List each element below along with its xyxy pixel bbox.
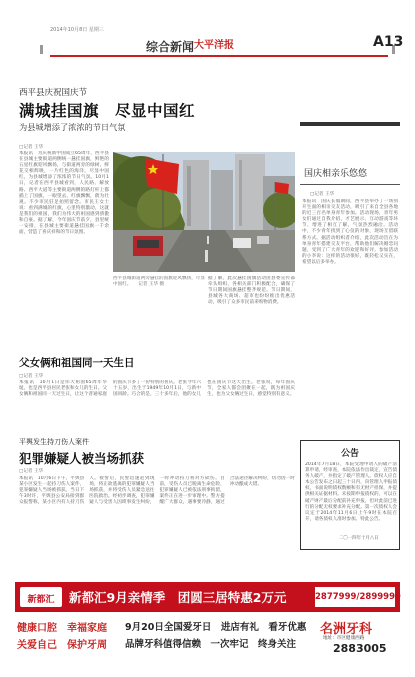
father-daughter-article bbox=[15, 342, 295, 430]
ad-phone-box bbox=[315, 587, 401, 607]
dental-phone: 2883005 bbox=[333, 642, 387, 655]
story2-body: 本报讯 10月1日是伟大祖国65周年华诞，也是西平县居民老张和女儿的生日。父女俩和祖国同一天过生日，让这个普通家庭的国庆节多了一份特别的喜庆。老张今年六十五岁，出生于1949年10月1日，与新中国同龄。巧合的是，三十多年后，他的女儿也在国庆节这天出生。老张说，每年国庆节，全家人都会团聚在一起，既为祖国庆生，也为父女俩过生日，感觉特别有意义。 bbox=[19, 380, 295, 398]
dental-brand-name: 名洲牙科 bbox=[320, 622, 373, 637]
real-estate-ad-banner[interactable] bbox=[15, 582, 400, 612]
photo-caption: 西平县城街道两旁悬挂的国旗迎风飘扬，尽显中国红。 记者 王华 摄 bbox=[113, 276, 205, 288]
dental-address: 地址：市区健康西路 bbox=[323, 636, 365, 641]
page-header bbox=[0, 0, 415, 66]
feature-body-continued: 据了解，此次悬挂国旗活动由县委宣传部牵头组织，各相关部门积极配合，确保了节日期间国旗悬挂整齐规范。节日期间，县城各大商场、超市也纷纷推出优惠活动，吸引了众多市民前来购物消费。 bbox=[208, 276, 295, 306]
feature-photo bbox=[113, 152, 295, 272]
notice-body: 2014年7月18日，本院受理申请人的破产清算申请，经审查，本院依法作出裁定，宣告债务人破产，并指定了破产管理人。债权人应自本公告发布之日起三十日内，向管理人申报债权，书面说明债权数额和有无财产担保，并提供相关证据材料。未按期申报债权的，可以在破产财产最后分配前补充申报，但对此前已进行的分配无权要求补充分配。第一次债权人会议定于2014年11月6日上午9时在本院召开，请各债权人准时参加。特此公告。 bbox=[305, 462, 397, 522]
section-title: 综合新闻 bbox=[146, 40, 195, 54]
story3-kicker: 平舆发生持刀伤人案件 bbox=[19, 438, 89, 446]
registration-tick-left bbox=[40, 45, 43, 54]
notice-signature-date: 二〇一四年十月八日 bbox=[339, 536, 379, 541]
feature-byline: □记者 王华 bbox=[19, 145, 44, 150]
newspaper-logo: 大平洋报 bbox=[194, 40, 234, 51]
feature-kicker: 西平县庆祝国庆节 bbox=[19, 88, 88, 98]
right-column-article bbox=[300, 108, 400, 434]
right-column-body: 本报讯 国庆长假期间，西平县举办了一场别开生面的相亲交友活动，吸引了来自全县各地的近三百名单身青年参加。活动现场，青年男女们通过自我介绍、才艺展示、互动游戏等环节，增进了相互了解，气氛热烈融洽。活动中，不少青年找到了心仪的对象，现场互留联系方式。据活动组织者介绍，此次活动旨在为单身青年搭建交友平台，帮助他们解决婚恋问题，受到了广大青年的欢迎和好评。参加活动的小李说：这样的活动很好，既轻松又实在，希望以后多举办。 bbox=[302, 199, 398, 265]
right-column-byline: □记者 王华 bbox=[310, 192, 335, 197]
feature-article bbox=[15, 82, 295, 340]
story3-body: 本报讯 10月6日下午，平舆县某小区发生一起持刀伤人案件，犯罪嫌疑人当场被抓获。当日下午3时许，平舆县公安局接到群众报警称，某小区内有人持刀伤人。接警后，民警迅速赶到现场，将正欲逃离的犯罪嫌疑人当场抓获，并将受伤人员紧急送往医院救治。经初步调查，犯罪嫌疑人与受害人因琐事发生纠纷，一时冲动持刀将对方砍伤。目前，受伤人员已脱离生命危险，犯罪嫌疑人已被依法刑事拘留，案件正在进一步审理中。警方提醒广大群众，遇事要冷静，通过合法途径解决纠纷，切勿因一时冲动酿成大错。 bbox=[19, 476, 295, 506]
ad-slogan: 新都汇9月亲情季 团圆三居特惠2万元 bbox=[69, 590, 287, 605]
story3-byline: □记者 王华 bbox=[19, 469, 44, 474]
right-column-top-rule bbox=[300, 122, 400, 126]
dental-ad-slogan-2: 关爱自己 保护牙周 bbox=[17, 640, 107, 651]
dental-ad-promo-1: 9月20日全国爱牙日 进店有礼 看牙优惠 bbox=[125, 622, 307, 633]
feature-body: 本报讯 为庆祝新中国成立65周年，西平县在县城主要街道两侧统一悬挂国旗，鲜艳的五星红旗迎风飘扬，与街道两旁的绿树、鲜花交相辉映，一片红色的海洋，尽显中国红，为县城增添了浓浓的节日气氛。10月1日，记者在西平县城看到，人民路、解放路、西平大道等主要街道两侧的路灯杆上都插上了国旗，一眼望去，红旗飘飘，蔚为壮观。不少市民驻足拍照留念。市民王女士说：看到满城的红旗，心里特别激动，这就是我们的祖国，我们为伟大的祖国感到骄傲和自豪。据了解，今年国庆节前夕，县里统一安排，在县城主要街道悬挂国旗一千余面，营造了喜庆祥和的节日氛围。 bbox=[19, 151, 109, 236]
ad-logo: 新都汇 bbox=[27, 595, 55, 605]
street-flags-illustration bbox=[113, 152, 295, 272]
dental-clinic-ad[interactable] bbox=[15, 616, 400, 656]
right-column-title-rule bbox=[300, 184, 400, 185]
feature-headline: 满城挂国旗 尽显中国红 bbox=[19, 101, 196, 120]
public-notice-box bbox=[300, 440, 400, 550]
right-column-title: 国庆相亲乐悠悠 bbox=[304, 169, 368, 179]
story2-headline: 父女俩和祖国同一天生日 bbox=[19, 357, 135, 369]
ad-logo-box bbox=[20, 587, 62, 607]
feature-subhead: 为县城增添了浓浓的节日气氛 bbox=[19, 122, 126, 132]
dental-ad-slogan-1: 健康口腔 幸福家庭 bbox=[17, 623, 107, 634]
knife-attack-article bbox=[15, 432, 295, 550]
notice-title: 公告 bbox=[340, 449, 359, 459]
story2-byline: □记者 王华 bbox=[19, 374, 44, 379]
issue-date: 2014年10月8日 星期三 bbox=[50, 27, 104, 33]
page-number: A13 bbox=[373, 34, 404, 50]
story3-headline: 犯罪嫌疑人被当场抓获 bbox=[19, 451, 145, 466]
ad-phone: 2877999/2899999 bbox=[315, 592, 401, 602]
dental-ad-promo-2: 品牌牙科值得信赖 一次牢记 终身关注 bbox=[125, 639, 297, 650]
header-rule bbox=[50, 55, 388, 57]
